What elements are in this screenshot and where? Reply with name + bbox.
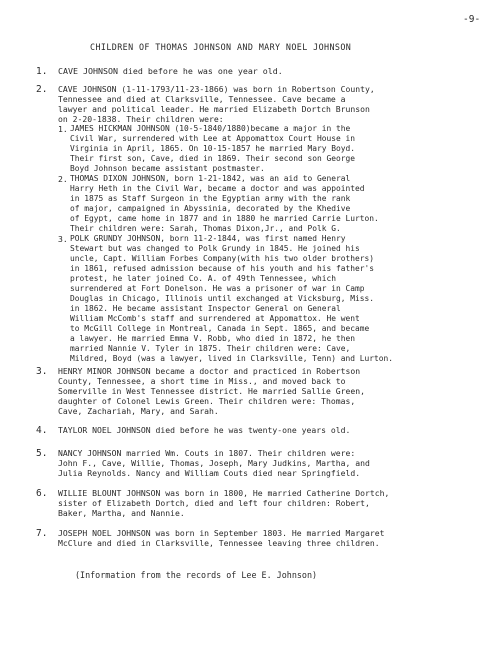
grandchild-text: THOMAS DIXON JOHNSON, born 1-21-1842, was an aid to General Harry Heth in the Civil War, became a doctor and was appointed in 1875 as Staff Surgeon in the Egyptian army with the rank of major, campaigned in Abyssinia, decorated by the Khedive of Egypt, came home in 1877 and in 1880 he married Carrie Lurton. Their children were: Sarah, Thomas Dixon,Jr., and Polk G. (70, 174, 379, 233)
entry-text: CAVE JOHNSON (1-11-1793/11-23-1866) was born in Robertson County, Tennessee and died at Clarksville, Tennessee. Cave became a lawyer and political leader. He married Elizabeth Dortch Brunson on 2-20-1838. Their children were: (58, 84, 375, 124)
entry-number: 3. (36, 366, 48, 377)
entry-number: 1. (36, 66, 48, 77)
page-title: CHILDREN OF THOMAS JOHNSON AND MARY NOEL JOHNSON (90, 42, 352, 52)
grandchild-text: POLK GRUNDY JOHNSON, born 11-2-1844, was first named Henry Stewart but was changed to Polk Grundy in 1845. He joined his uncle, Capt. William Forbes Company(with his two older brothers) in 1861, refused admission because of his youth and his father's protest, he later joined Co. A. of 49th Tennessee, which surrendered at Fort Donelson. He was a prisoner of war in Camp Douglas in Chicago, Illinois until exchanged at Vicksburg, Miss. in 1862. He became assistant Inspector General on General William McComb's staff and surrendered at Appomattox. He went to McGill College in Montreal, Canada in Sept. 1865, and became a lawyer. He married Emma V. Robb, who died in 1872, he then married Nannie V. Tyler in 1875. Their children were: Cave, Mildred, Boyd (was a lawyer, lived in Clarksville, Tenn) and Lurton. (70, 234, 394, 363)
entry-text: NANCY JOHNSON married Wm. Couts in 1807. Their children were: John F., Cave, Willie, Thomas, Joseph, Mary Judkins, Martha, and Julia Reynolds. Nancy and William Couts died near Springfield. (58, 448, 370, 478)
grandchild-number: 3. (58, 234, 68, 244)
grandchild-text: JAMES HICKMAN JOHNSON (10-5-1840/1880)became a major in the Civil War, surrendered with Lee at Appomattox Court House in Virginia in April, 1865. On 10-15-1857 he married Mary Boyd. Their first son, Cave, died in 1869. Their second son George Boyd Johnson became assistant postmaster. (70, 124, 356, 173)
entry-number: 4. (36, 425, 48, 436)
entry-text: WILLIE BLOUNT JOHNSON was born in 1800, He married Catherine Dortch, sister of Elizabeth Dortch, died and left four children: Robert, Baker, Martha, and Nannie. (58, 488, 390, 518)
entry-number: 5. (36, 448, 48, 459)
entry-text: JOSEPH NOEL JOHNSON was born in September 1803. He married Margaret McClure and died in Clarksville, Tennessee leaving three children. (58, 528, 385, 548)
entry-text: TAYLOR NOEL JOHNSON died before he was twenty-one years old. (58, 425, 351, 435)
source-note: (Information from the records of Lee E. Johnson) (75, 570, 318, 580)
page-number: -9- (463, 14, 481, 25)
entry-number: 2. (36, 84, 48, 95)
entry-text: HENRY MINOR JOHNSON became a doctor and practiced in Robertson County, Tennessee, a short time in Miss., and moved back to Somerville in West Tennessee district. He married Sallie Green, daughter of Colonel Lewis Green. Their children were: Thomas, Cave, Zachariah, Mary, and Sarah. (58, 366, 365, 416)
entry-text: CAVE JOHNSON died before he was one year old. (58, 66, 283, 76)
entry-number: 6. (36, 488, 48, 499)
grandchild-number: 1. (58, 124, 68, 134)
entry-number: 7. (36, 528, 48, 539)
grandchild-number: 2. (58, 174, 68, 184)
